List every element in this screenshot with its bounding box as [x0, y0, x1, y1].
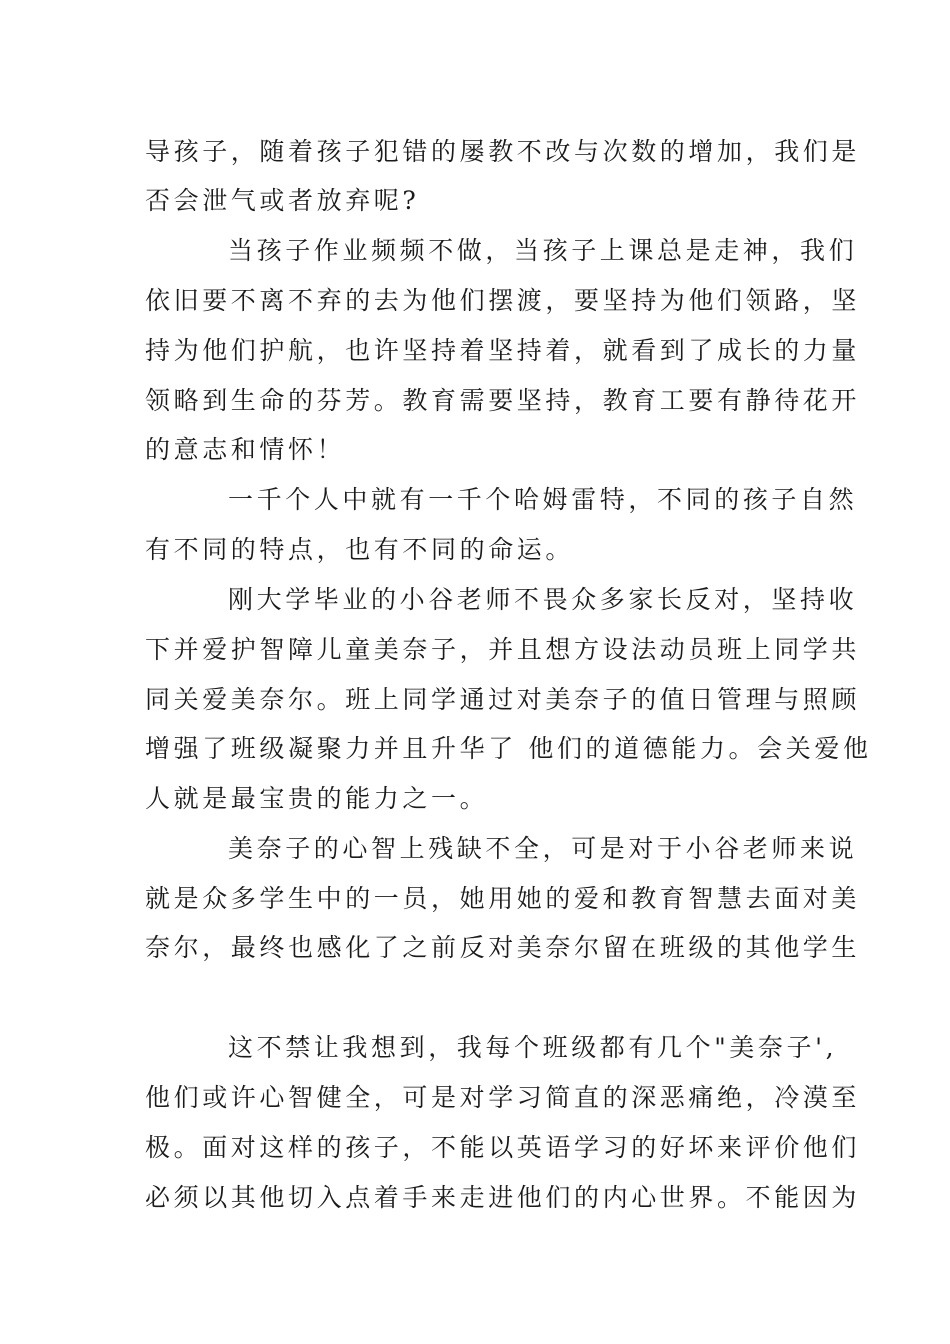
paragraph-first-line: 美奈子的心智上残缺不全，可是对于小谷老师来说 [228, 834, 858, 863]
text-line: 人就是最宝贵的能力之一。 [145, 784, 489, 813]
text-line: 极。面对这样的孩子，不能以英语学习的好坏来评价他们 [145, 1133, 861, 1162]
paragraph-first-line: 一千个人中就有一千个哈姆雷特，不同的孩子自然 [228, 485, 858, 514]
text-line: 否会泄气或者放弃呢? [145, 186, 420, 215]
text-line: 增强了班级凝聚力并且升华了 他们的道德能力。会关爱他 [145, 734, 872, 763]
paragraph-first-line: 刚大学毕业的小谷老师不畏众多家长反对，坚持收 [228, 585, 858, 614]
text-line: 奈尔，最终也感化了之前反对美奈尔留在班级的其他学生 [145, 933, 861, 962]
text-line: 他们或许心智健全，可是对学习简直的深恶痛绝，冷漠至 [145, 1083, 861, 1112]
text-line: 依旧要不离不弃的去为他们摆渡，要坚持为他们领路，坚 [145, 286, 861, 315]
text-line: 同关爱美奈尔。班上同学通过对美奈子的值日管理与照顾 [145, 685, 861, 714]
text-line: 的意志和情怀！ [145, 435, 346, 464]
text-line: 导孩子，随着孩子犯错的屡教不改与次数的增加，我们是 [145, 137, 861, 166]
text-line: 下并爱护智障儿童美奈子，并且想方设法动员班上同学共 [145, 635, 861, 664]
text-line: 必须以其他切入点着手来走进他们的内心世界。不能因为 [145, 1183, 861, 1212]
text-line: 持为他们护航，也许坚持着坚持着，就看到了成长的力量 [145, 336, 861, 365]
text-line: 有不同的特点，也有不同的命运。 [145, 535, 575, 564]
paragraph-first-line: 当孩子作业频频不做，当孩子上课总是走神，我们 [228, 236, 858, 265]
text-line: 就是众多学生中的一员，她用她的爱和教育智慧去面对美 [145, 884, 861, 913]
paragraph-first-line: 这不禁让我想到，我每个班级都有几个"美奈子', [228, 1033, 838, 1062]
text-line: 领略到生命的芬芳。教育需要坚持，教育工要有静待花开 [145, 386, 861, 415]
